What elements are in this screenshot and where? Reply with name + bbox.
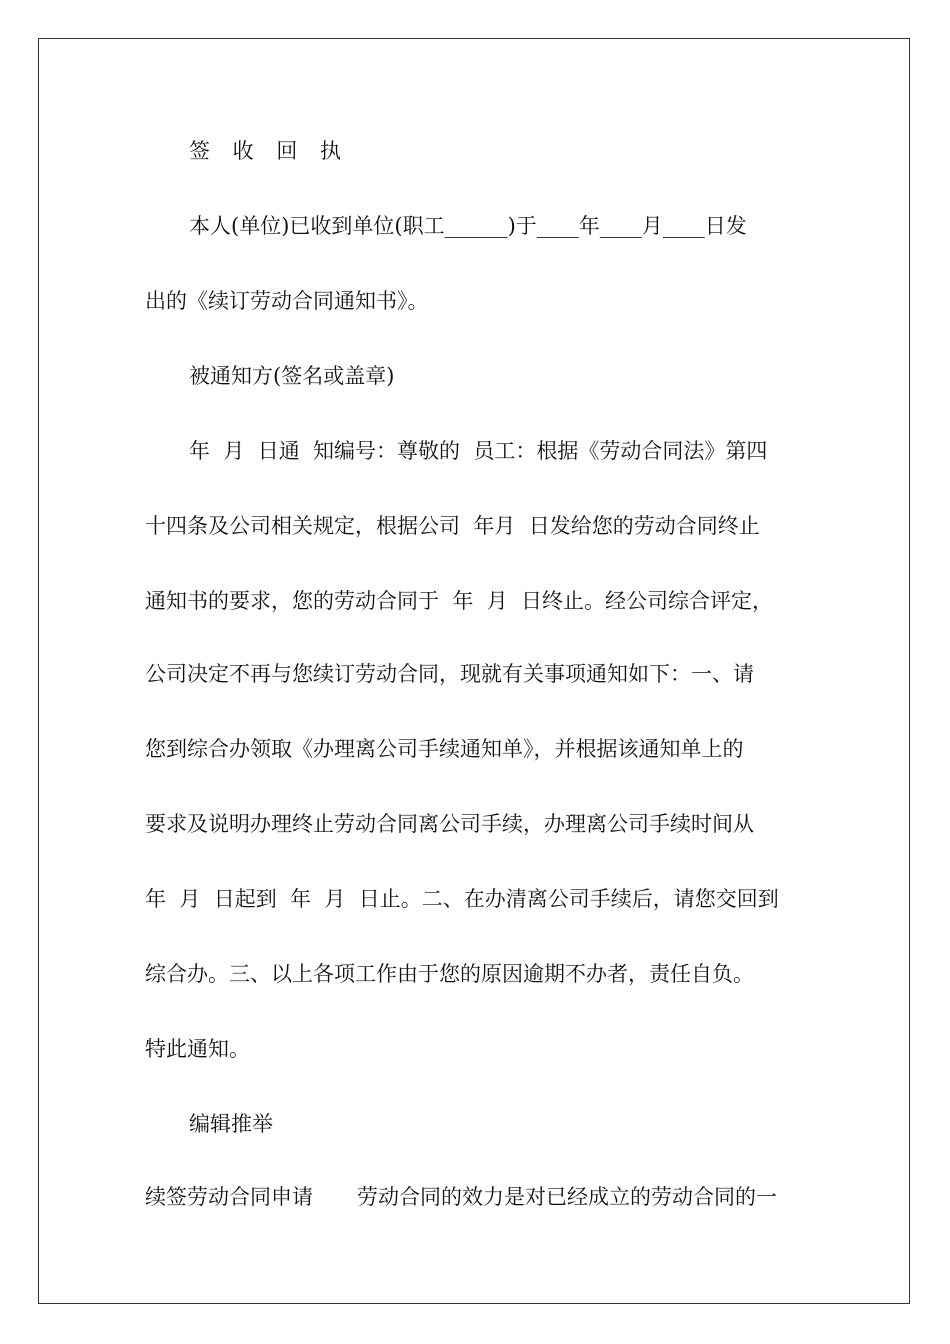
notice-line-2: 十四条及公司相关规定，根据公司 年月 日发给您的劳动合同终止 — [145, 514, 760, 538]
recommend-item-1[interactable]: 续签劳动合同申请 — [145, 1185, 313, 1209]
notice-closing: 特此通知。 — [145, 1037, 250, 1061]
recommend-item-2[interactable]: 劳动合同的效力是对已经成立的劳动合同的一 — [357, 1185, 777, 1209]
notice-line-5: 您到综合办领取《办理离公司手续通知单》，并根据该通知单上的 — [145, 737, 744, 761]
notice-line-1: 年 月 日通 知编号：尊敬的 员工：根据《劳动合同法》第四 — [189, 439, 768, 463]
receipt-title: 签 收 回 执 — [189, 139, 350, 163]
notice-line-3: 通知书的要求，您的劳动合同于 年 月 日终止。经公司综合评定， — [145, 589, 774, 613]
recommend-heading: 编辑推举 — [189, 1112, 273, 1136]
signature-line: 被通知方(签名或盖章) — [189, 364, 395, 388]
notice-line-7: 年 月 日起到 年 月 日止。二、在办清离公司手续后，请您交回到 — [145, 887, 779, 911]
paragraph-line-1: 本人(单位)已收到单位(职工______)于____年____月____日发 — [189, 214, 747, 238]
notice-line-8: 综合办。三、以上各项工作由于您的原因逾期不办者，责任自负。 — [145, 962, 754, 986]
notice-line-6: 要求及说明办理终止劳动合同离公司手续，办理离公司手续时间从 — [145, 812, 754, 836]
notice-line-4: 公司决定不再与您续订劳动合同，现就有关事项通知如下：一、请 — [145, 662, 754, 686]
paragraph-line-2: 出的《续订劳动合同通知书》。 — [145, 289, 429, 313]
